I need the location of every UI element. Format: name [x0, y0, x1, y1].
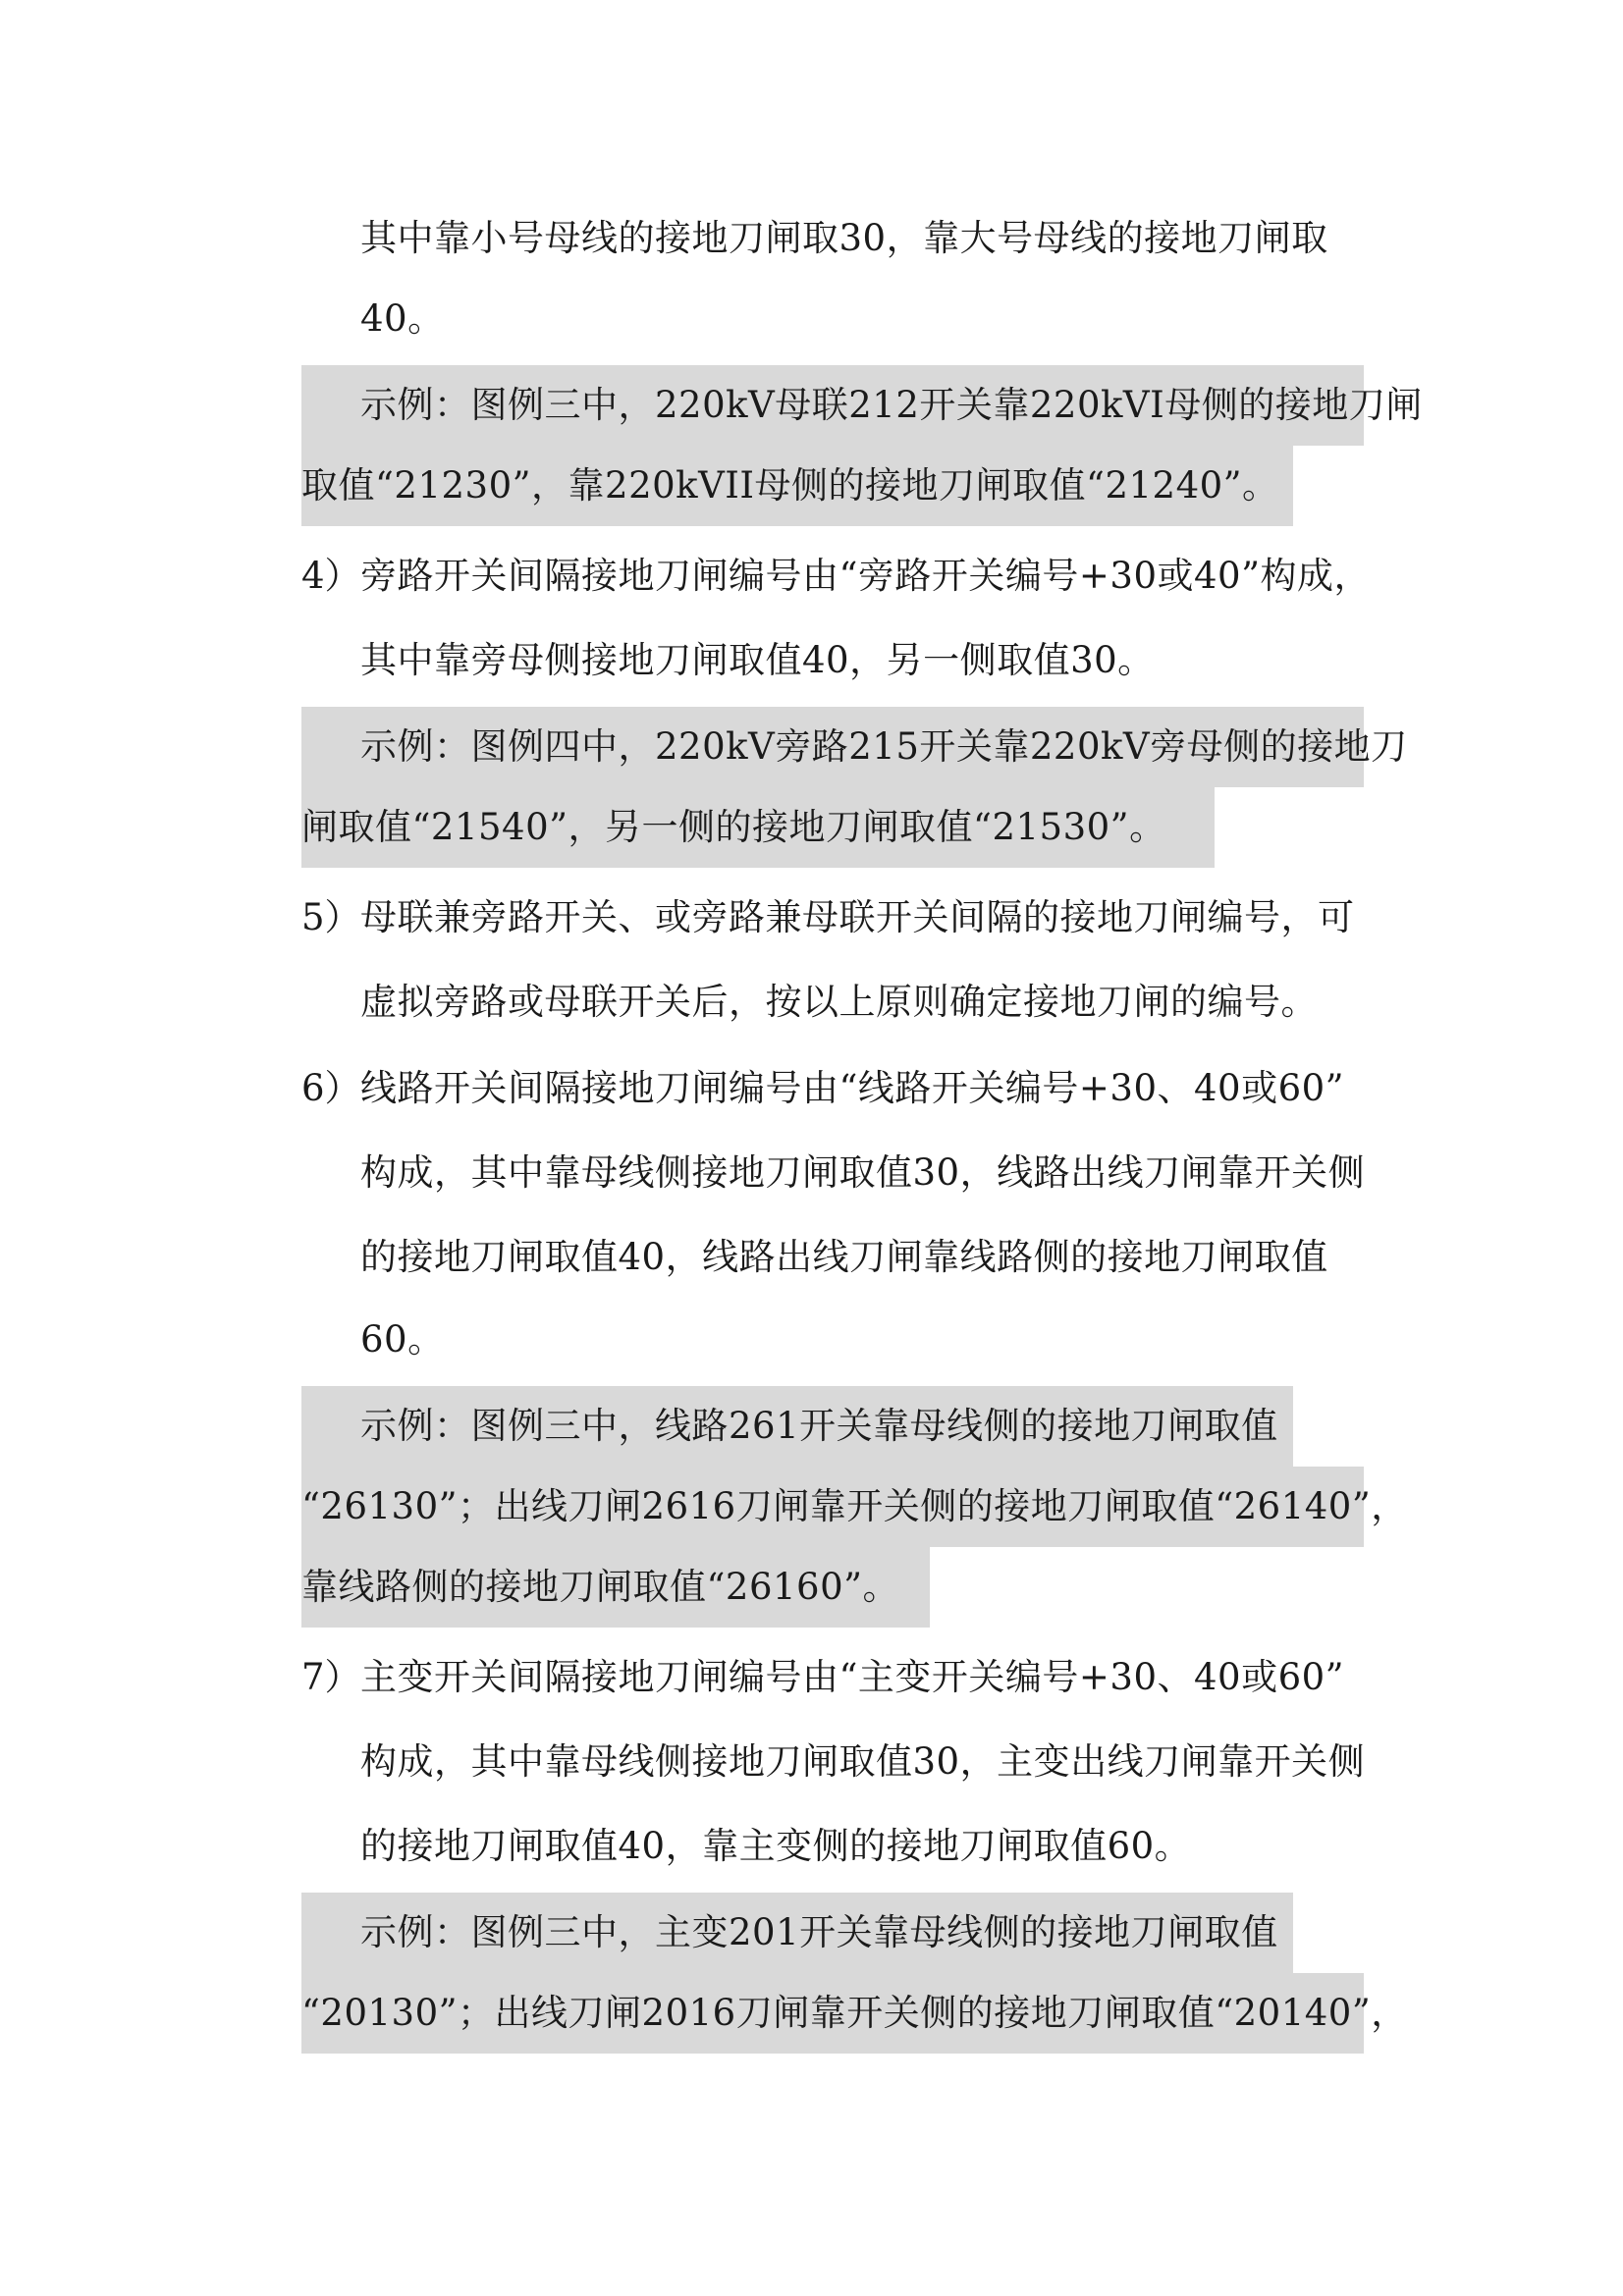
text-line: 虚拟旁路或母联开关后，按以上原则确定接地刀闸的编号。 — [360, 981, 1318, 1023]
example-line: “26130”；出线刀闸2616刀闸靠开关侧的接地刀闸取值“26140”， — [301, 1467, 1364, 1547]
example-line: 示例：图例三中，220kV母联212开关靠220kVI母侧的接地刀闸 — [301, 365, 1364, 446]
example-line: 靠线路侧的接地刀闸取值“26160”。 — [301, 1547, 930, 1628]
text-line: 60。 — [360, 1318, 445, 1361]
example-line: “20130”；出线刀闸2016刀闸靠开关侧的接地刀闸取值“20140”， — [301, 1973, 1364, 2054]
list-marker: 7） — [301, 1656, 361, 1698]
text-line: 线路开关间隔接地刀闸编号由“线路开关编号+30、40或60” — [360, 1067, 1345, 1109]
text-line: 其中靠旁母侧接地刀闸取值40，另一侧取值30。 — [360, 639, 1155, 681]
example-line: 闸取值“21540”，另一侧的接地刀闸取值“21530”。 — [301, 787, 1215, 868]
text-line: 构成，其中靠母线侧接地刀闸取值30，线路出线刀闸靠开关侧 — [360, 1151, 1366, 1194]
text-line: 的接地刀闸取值40，靠主变侧的接地刀闸取值60。 — [360, 1825, 1192, 1867]
text-line: 主变开关间隔接地刀闸编号由“主变开关编号+30、40或60” — [360, 1656, 1345, 1698]
list-marker: 6） — [301, 1067, 361, 1109]
text-line: 旁路开关间隔接地刀闸编号由“旁路开关编号+30或40”构成， — [360, 555, 1371, 597]
text-line: 其中靠小号母线的接地刀闸取30，靠大号母线的接地刀闸取 — [360, 217, 1328, 259]
example-line: 示例：图例四中，220kV旁路215开关靠220kV旁母侧的接地刀 — [301, 707, 1364, 787]
example-line: 取值“21230”，靠220kVII母侧的接地刀闸取值“21240”。 — [301, 446, 1293, 526]
text-line: 母联兼旁路开关、或旁路兼母联开关间隔的接地刀闸编号，可 — [360, 896, 1355, 938]
text-line: 的接地刀闸取值40，线路出线刀闸靠线路侧的接地刀闸取值 — [360, 1236, 1328, 1278]
list-marker: 5） — [301, 896, 361, 938]
example-line: 示例：图例三中，主变201开关靠母线侧的接地刀闸取值 — [301, 1893, 1293, 1973]
list-marker: 4） — [301, 555, 361, 597]
text-line: 40。 — [360, 297, 445, 340]
example-line: 示例：图例三中，线路261开关靠母线侧的接地刀闸取值 — [301, 1386, 1293, 1467]
text-line: 构成，其中靠母线侧接地刀闸取值30，主变出线刀闸靠开关侧 — [360, 1740, 1366, 1783]
